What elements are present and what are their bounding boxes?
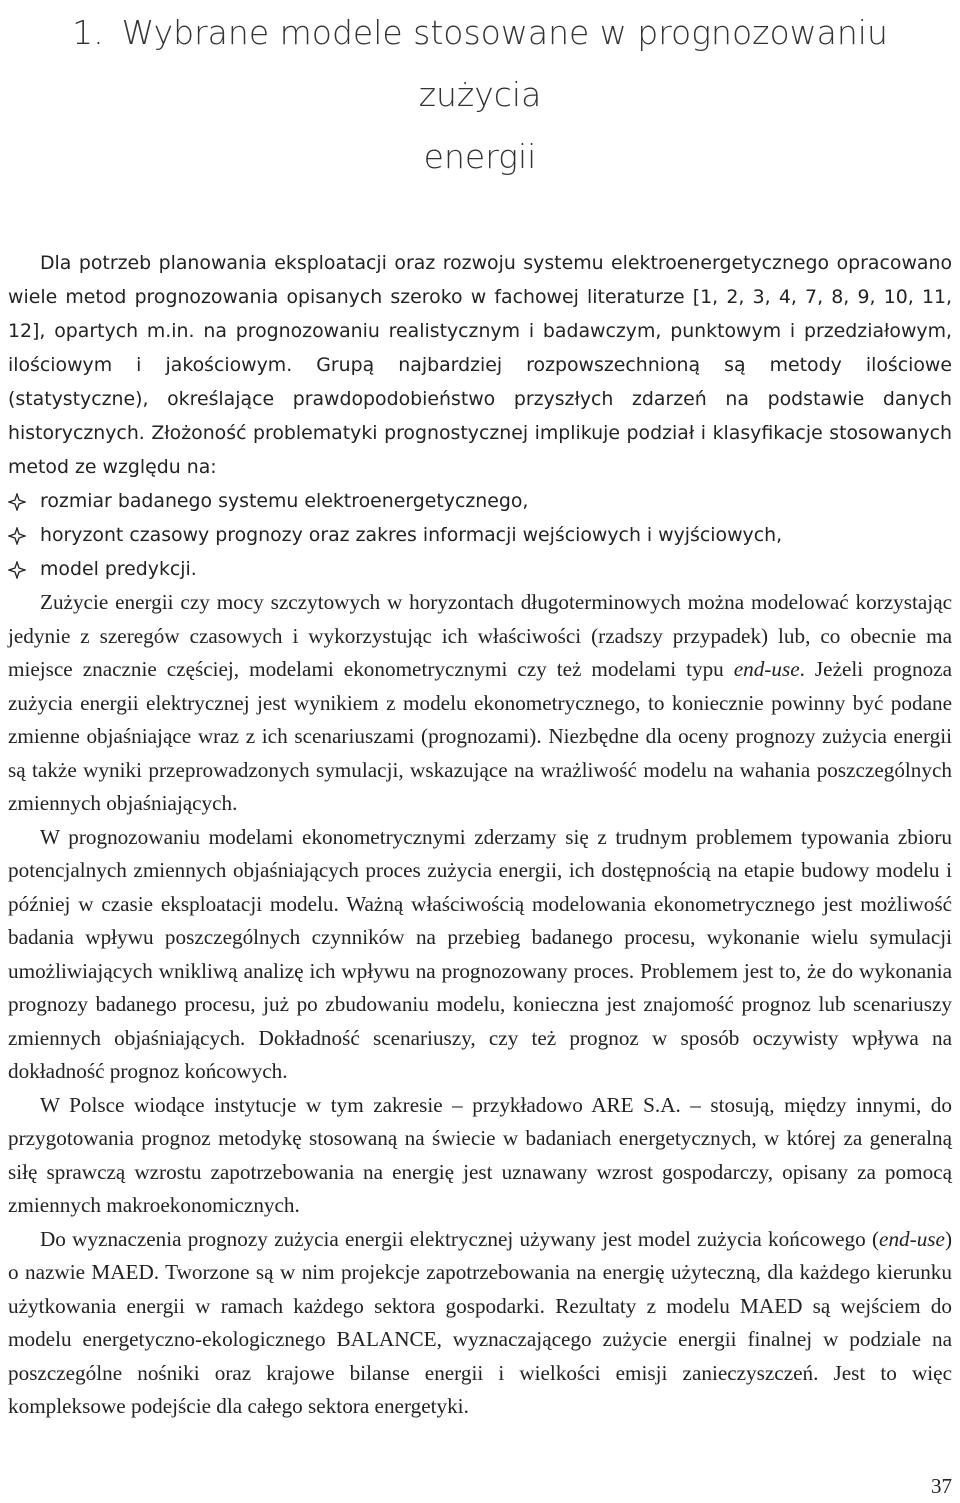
list-item [8, 484, 952, 518]
bullet-list [8, 484, 952, 586]
four-point-star-icon [8, 527, 26, 545]
body-paragraph-3: W Polsce wiodące instytucje w tym zakresie – przykładowo ARE S.A. – stosują, między innymi, do przygotowania prognoz metodykę stosowaną na świecie w badaniach energetycznych, w której za generalną siłę sprawczą wzrostu zapotrzebowania na energię jest uznawany wzrost gospodarczy, opisany za pomocą zmiennych makroekonomicznych. [8, 1092, 952, 1217]
chapter-title-line2: energii [423, 137, 537, 176]
four-point-star-icon [8, 561, 26, 579]
document-page [8, 0, 952, 1424]
list-item [8, 518, 952, 552]
body-paragraph-1: Zużycie energii czy mocy szczytowych w horyzontach długoterminowych można modelować korzystając jedynie z szeregów czasowych i wykorzystując ich właściwości (rzadszy przypadek) lub, co obecnie ma miejsce znacznie częściej, modelami ekonometrycznymi czy też modelami typu end-use. Jeżeli prognoza zużycia energii elektrycznej jest wynikiem z modelu ekonometrycznego, to koniecznie powinny być podane zmienne objaśniające wraz z ich scenariuszami (prognozami). Niezbędne dla oceny prognozy zużycia energii są także wyniki przeprowadzonych symulacji, wskazujące na wrażliwość modelu na wahania poszczególnych zmiennych objaśniających. [8, 590, 952, 815]
list-item-text: horyzont czasowy prognozy oraz zakres informacji wejściowych i wyjściowych, [40, 524, 783, 546]
body-paragraph-2: W prognozowaniu modelami ekonometrycznymi zderzamy się z trudnym problemem typowania zbioru potencjalnych zmiennych objaśniających proces zużycia energii, ich dostępnością na etapie budowy modelu i później w czasie eksploatacji modelu. Ważną właściwością modelowania ekonometrycznego jest możliwość badania wpływu poszczególnych czynników na przebieg badanego procesu, wykonanie wielu symulacji umożliwiających wnikliwą analizę ich wpływu na prognozowany proces. Problemem jest to, że do wykonania prognozy badanego procesu, już po zbudowaniu modelu, konieczna jest znajomość prognoz lub scenariuszy zmiennych objaśniających. Dokładność scenariuszy, czy też prognoz w sposób oczywisty wpływa na dokładność prognoz końcowych. [8, 824, 952, 1083]
chapter-title-line1: Wybrane modele stosowane w prognozowaniu zużycia [121, 13, 888, 114]
four-point-star-icon [8, 493, 26, 511]
chapter-title [8, 0, 952, 188]
list-item-text: rozmiar badanego systemu elektroenergetycznego, [40, 490, 529, 512]
chapter-number: 1. [72, 13, 104, 52]
body-paragraph-4: Do wyznaczenia prognozy zużycia energii elektrycznej używany jest model zużycia końcowego (end-use) o nazwie MAED. Tworzone są w nim projekcje zapotrzebowania na energię użyteczną, dla każdego kierunku użytkowania energii w ramach każdego sektora gospodarki. Rezultaty z modelu MAED są wejściem do modelu energetyczno-ekologicznego BALANCE, wyznaczającego zużycie energii finalnej w podziale na poszczególne nośniki oraz krajowe bilanse energii i wielkości emisji zanieczyszczeń. Jest to więc kompleksowe podejście dla całego sektora energetyki. [8, 1226, 952, 1418]
list-item-text: model predykcji. [40, 558, 197, 580]
list-item [8, 552, 952, 586]
intro-paragraph: Dla potrzeb planowania eksploatacji oraz rozwoju systemu elektroenergetycznego opracowano wiele metod prognozowania opisanych szeroko w fachowej literaturze [1, 2, 3, 4, 7, 8, 9, 10, 11, 12], opartych m.in. na prognozowaniu realistycznym i badawczym, punktowym i przedziałowym, ilościowym i jakościowym. Grupą najbardziej rozpowszechnioną są metody ilościowe (statystyczne), określające prawdopodobieństwo przyszłych zdarzeń na podstawie danych historycznych. Złożoność problematyki prognostycznej implikuje podział i klasyfikacje stosowanych metod ze względu na: [8, 252, 952, 478]
page-number: 37 [931, 1474, 952, 1498]
